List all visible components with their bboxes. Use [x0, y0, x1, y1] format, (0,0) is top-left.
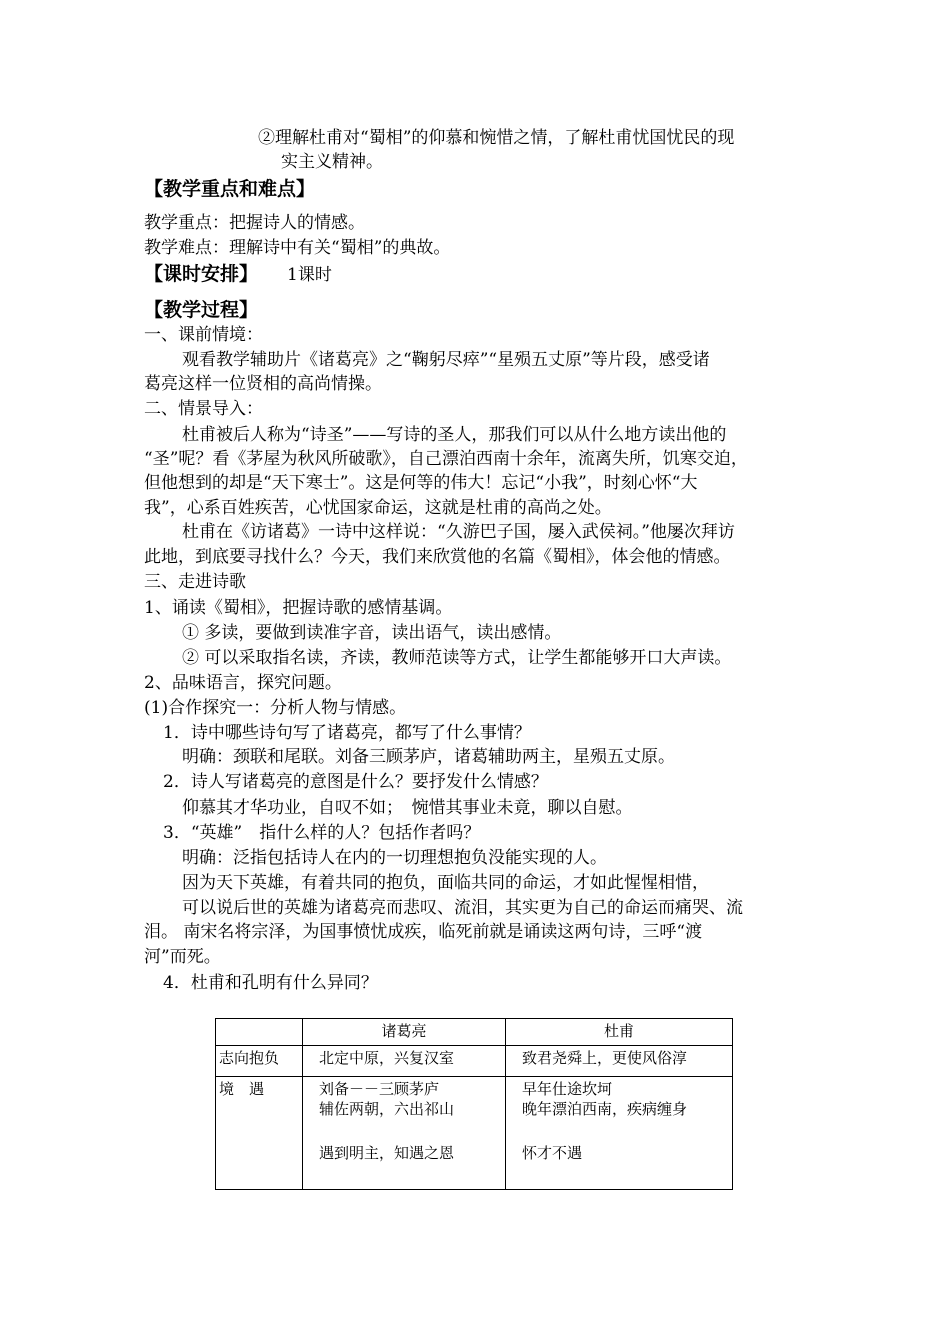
section-2-title: 二、情景导入：: [144, 399, 263, 419]
section-1-para-line-2: 葛亮这样一位贤相的高尚情操。: [144, 374, 382, 394]
cell-text: 北定中原，兴复汉室: [319, 1049, 455, 1067]
answer-3: 明确：泛指包括诗人在内的一切理想抱负没能实现的人。: [182, 848, 607, 868]
section-2-para-1-line-1: 杜甫被后人称为“诗圣”——写诗的圣人，那我们可以从什么地方读出他的: [182, 425, 727, 445]
answer-2: 仰慕其才华功业，自叹不如； 惋惜其事业未竟，聊以自慰。: [182, 798, 633, 818]
row-label-ambition: 志向抱负: [216, 1046, 303, 1077]
answer-3-c-line-2: 泪。 南宋名将宗泽，为国事愤忧成疾，临死前就是诵读这两句诗，三呼“渡: [144, 922, 703, 942]
cell-text: 刘备－－三顾茅庐: [319, 1080, 440, 1098]
section-2-para-1-line-4: 我”，心系百姓疾苦，心忧国家命运，这就是杜甫的高尚之处。: [144, 498, 612, 518]
teaching-difficulty: 教学难点：理解诗中有关“蜀相”的典故。: [144, 238, 451, 258]
dufu-circumstance: [506, 1077, 733, 1190]
section-2-para-1-line-3: 但他想到的却是“天下寒士”。这是何等的伟大！忘记“小我”，时刻心怀“大: [144, 473, 698, 493]
answer-1: 明确：颈联和尾联。刘备三顾茅庐，诸葛辅助两主，星殒五丈原。: [182, 747, 675, 767]
schedule-heading: 【课时安排】: [144, 263, 259, 285]
row-label-circumstance: 境 遇: [216, 1077, 303, 1190]
question-1: 1．诗中哪些诗句写了诸葛亮，都写了什么事情？: [163, 723, 531, 743]
question-4: 4．杜甫和孔明有什么异同？: [163, 973, 378, 993]
table-header-row: [216, 1019, 733, 1046]
cooperative-inquiry-1: (1)合作探究一：分析人物与情感。: [144, 698, 407, 718]
step-1: 1、诵读《蜀相》，把握诗歌的感情基调。: [144, 598, 453, 618]
section-2-para-2-line-1: 杜甫在《访诸葛》一诗中这样说：“久游巴子国，屡入武侯祠。”他屡次拜访: [182, 522, 735, 542]
table-header-zhuge: 诸葛亮: [303, 1019, 506, 1046]
table-row: [216, 1077, 733, 1190]
answer-3-c-line-3: 河”而死。: [144, 947, 221, 967]
objective-2-line-2: 实主义精神。: [281, 152, 383, 172]
teaching-focus: 教学重点：把握诗人的情感。: [144, 213, 365, 233]
question-3: 3．“英雄” 指什么样的人？包括作者吗？: [163, 823, 481, 843]
cell-text: 辅佐两朝，六出祁山: [319, 1100, 455, 1118]
section-1-title: 一、课前情境：: [144, 325, 263, 345]
key-points-heading: 【教学重点和难点】: [144, 178, 316, 200]
table-corner-cell: [216, 1019, 303, 1046]
section-3-title: 三、走进诗歌: [144, 572, 246, 592]
answer-3-c-line-1: 可以说后世的英雄为诸葛亮而悲叹、流泪，其实更为自己的命运而痛哭、流: [182, 898, 743, 918]
question-2: 2．诗人写诸葛亮的意图是什么？要抒发什么情感？: [163, 772, 548, 792]
table-row: [216, 1046, 733, 1077]
step-1-item-b: ② 可以采取指名读，齐读，教师范读等方式，让学生都能够开口大声读。: [182, 648, 732, 668]
section-2-para-2-line-2: 此地，到底要寻找什么？今天，我们来欣赏他的名篇《蜀相》，体会他的情感。: [144, 547, 731, 567]
process-heading: 【教学过程】: [144, 299, 259, 321]
cell-text: 遇到明主，知遇之恩: [319, 1144, 455, 1162]
comparison-table: [215, 1018, 733, 1190]
objective-2-line-1: ②理解杜甫对“蜀相”的仰慕和惋惜之情，了解杜甫忧国忧民的现: [258, 128, 735, 148]
cell-text: 致君尧舜上，更使风俗淳: [522, 1049, 688, 1067]
cell-text: 晚年漂泊西南，疾病缠身: [522, 1100, 688, 1118]
zhuge-circumstance: [303, 1077, 506, 1190]
section-2-para-1-line-2: “圣”呢？看《茅屋为秋风所破歌》，自己漂泊西南十余年，流离失所，饥寒交迫，: [144, 449, 748, 469]
zhuge-ambition: [303, 1046, 506, 1077]
step-2: 2、品味语言，探究问题。: [144, 673, 342, 693]
table-header-dufu: 杜甫: [506, 1019, 733, 1046]
cell-text: 早年仕途坎坷: [522, 1080, 613, 1098]
step-1-item-a: ① 多读，要做到读准字音，读出语气，读出感情。: [182, 623, 562, 643]
cell-text: 怀才不遇: [522, 1144, 583, 1162]
schedule-value: 1课时: [287, 265, 332, 285]
answer-3-b: 因为天下英雄，有着共同的抱负，面临共同的命运，才如此惺惺相惜，: [182, 873, 709, 893]
dufu-ambition: [506, 1046, 733, 1077]
section-1-para-line-1: 观看教学辅助片《诸葛亮》之“鞠躬尽瘁”“星殒五丈原”等片段，感受诸: [182, 350, 710, 370]
